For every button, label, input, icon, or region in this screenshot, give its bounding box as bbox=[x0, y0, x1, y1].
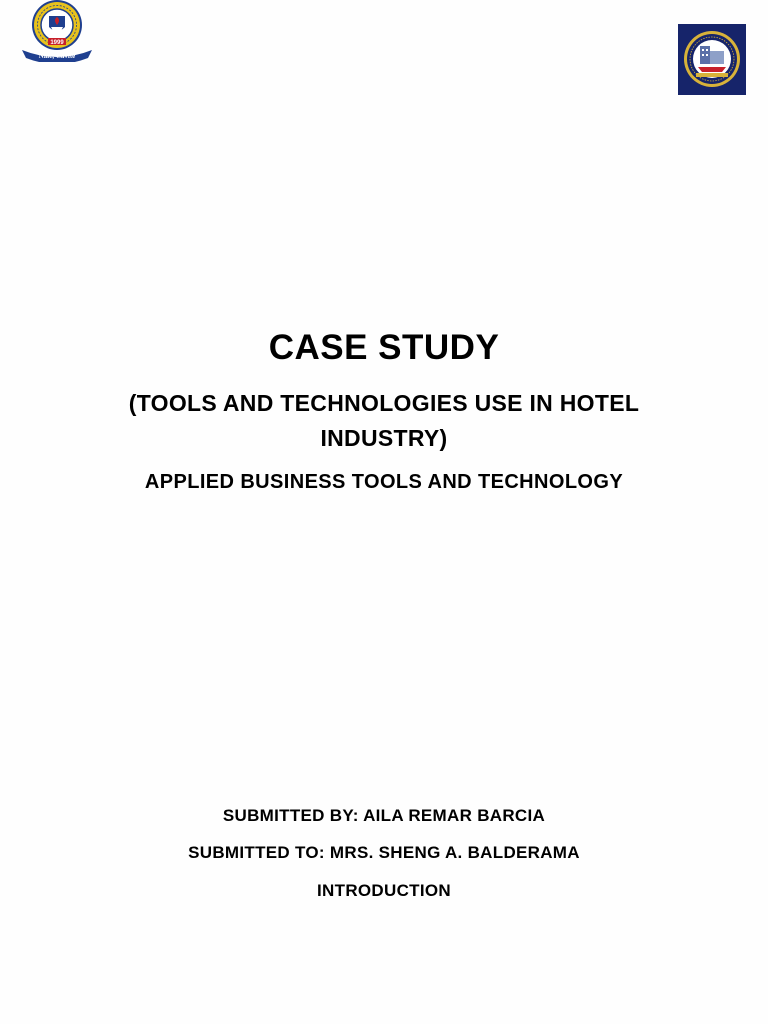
submitted-by: SUBMITTED BY: AILA REMAR BARCIA bbox=[222, 806, 546, 825]
course-name: APPLIED BUSINESS TOOLS AND TECHNOLOGY bbox=[144, 471, 624, 493]
school-seal-icon bbox=[20, 0, 94, 62]
document-title: CASE STUDY bbox=[268, 328, 500, 367]
logo-left-year: 1999 bbox=[50, 40, 64, 46]
college-seal-icon bbox=[678, 24, 746, 95]
section-heading-introduction: INTRODUCTION bbox=[317, 881, 451, 900]
document-subtitle-line-1: (TOOLS AND TECHNOLOGIES USE IN HOTEL bbox=[128, 390, 640, 416]
logo-left-ribbon-text: Naic, Cavite bbox=[38, 52, 76, 60]
submitted-to: SUBMITTED TO: MRS. SHENG A. BALDERAMA bbox=[188, 843, 580, 862]
document-subtitle-line-2: INDUSTRY) bbox=[320, 425, 448, 451]
